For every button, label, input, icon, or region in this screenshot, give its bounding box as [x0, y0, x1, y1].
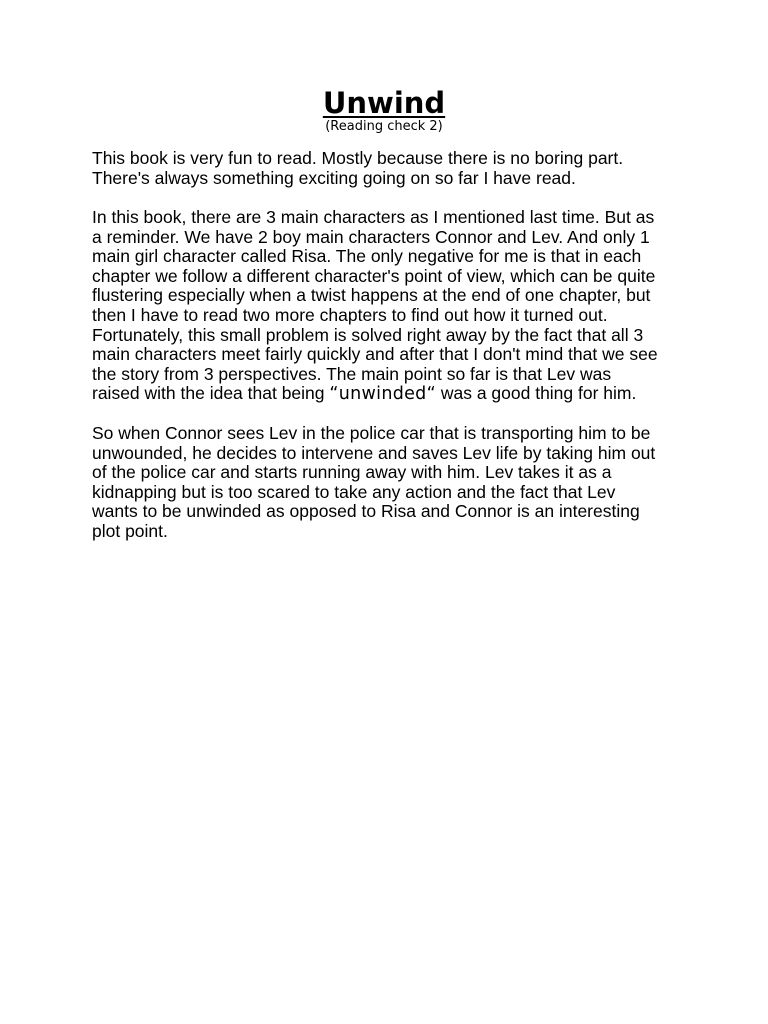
paragraph-line: main girl character called Risa. The only negative for me is that in each [92, 246, 642, 267]
paragraph-line: Fortunately, this small problem is solved right away by the fact that all 3 [92, 324, 644, 345]
paragraph-line: flustering especially when a twist happens at the end of one chapter, but [92, 285, 651, 306]
paragraph-line: a reminder. We have 2 boy main characters Connor and Lev. And only 1 [92, 226, 650, 247]
paragraph-3 [92, 424, 682, 542]
paragraph-line: then I have to read two more chapters to find out how it turned out. [92, 304, 608, 325]
paragraph-line: of the police car and starts running away with him. Lev takes it as a [92, 462, 612, 483]
quoted-term: “unwinded“ [329, 384, 436, 405]
paragraph-line: There's always something exciting going on so far I have read. [92, 167, 576, 188]
paragraph-line: So when Connor sees Lev in the police car that is transporting him to be [92, 423, 651, 443]
paragraph-1 [92, 149, 682, 188]
paragraph-line-with-quote [92, 384, 682, 404]
text-segment: was a good thing for him. [435, 383, 637, 404]
paragraph-line: plot point. [92, 520, 168, 541]
paragraph-line: In this book, there are 3 main characters as I mentioned last time. But as [92, 207, 655, 227]
paragraph-line: chapter we follow a different character's point of view, which can be quite [92, 265, 656, 286]
paragraph-line: unwounded, he decides to intervene and saves Lev life by taking him out [92, 442, 656, 463]
document-title: Unwind [322, 86, 446, 120]
paragraph-line: wants to be unwinded as opposed to Risa and Connor is an interesting [92, 501, 640, 522]
paragraph-line: main characters meet fairly quickly and after that I don't mind that we see [92, 344, 658, 365]
paragraph-2 [92, 208, 682, 404]
paragraph-line: This book is very fun to read. Mostly because there is no boring part. [92, 148, 624, 168]
paragraph-line: the story from 3 perspectives. The main point so far is that Lev was [92, 363, 612, 384]
document-subtitle: (Reading check 2) [325, 119, 443, 134]
paragraph-line: kidnapping but is too scared to take any action and the fact that Lev [92, 481, 616, 502]
text-segment: raised with the idea that being [92, 383, 330, 404]
